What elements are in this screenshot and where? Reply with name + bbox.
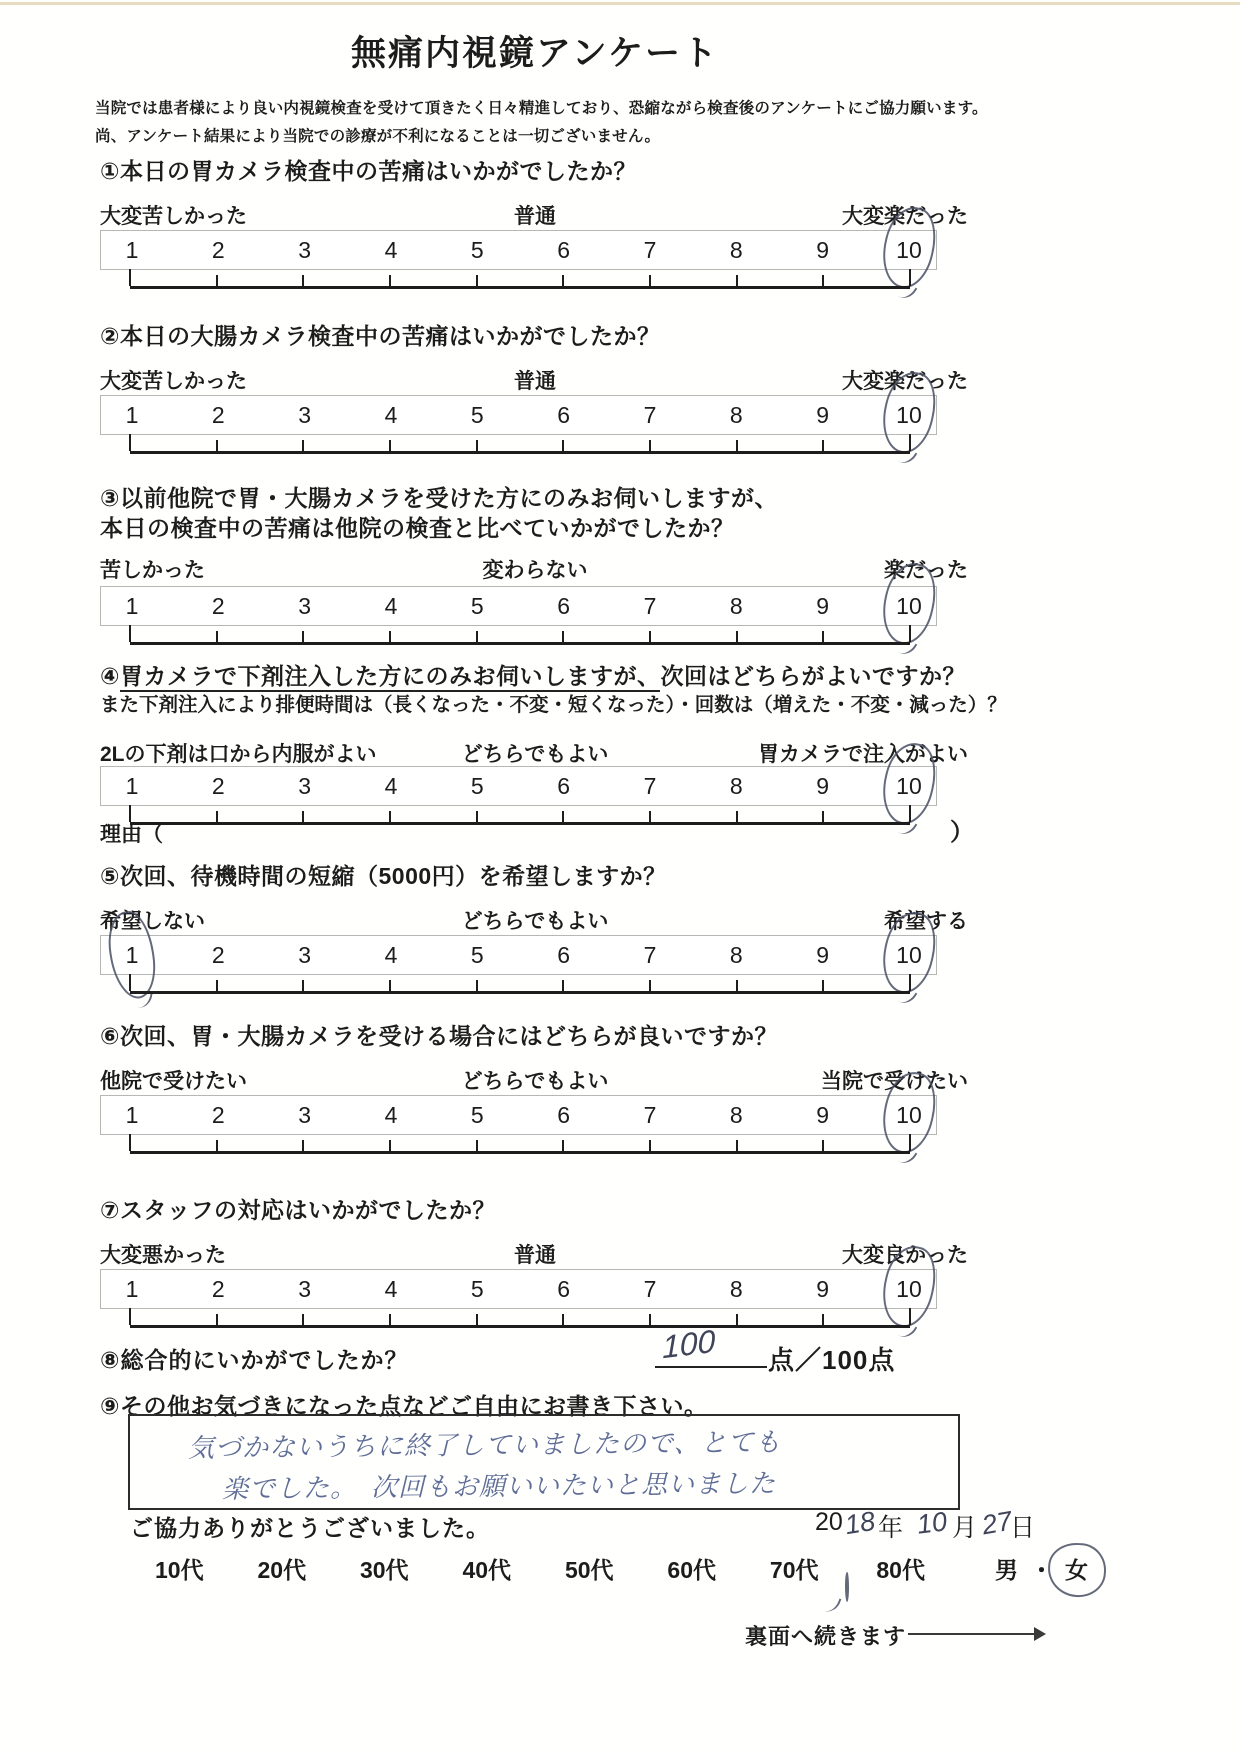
- question-3-title-line2: 本日の検査中の苦痛は他院の検査と比べていかがでしたか？: [100, 515, 735, 541]
- ruler-tick: [129, 625, 131, 642]
- anchor-left: 希望しない: [100, 910, 205, 933]
- scale-value-1[interactable]: 1: [115, 936, 149, 974]
- scale-value-3[interactable]: 3: [298, 237, 312, 263]
- score-write-in-line[interactable]: [655, 1366, 767, 1368]
- scale-value-8[interactable]: 8: [729, 1102, 743, 1128]
- scale-value-9[interactable]: 9: [816, 402, 830, 428]
- scale-ruler: [130, 973, 910, 994]
- ruler-tick: [476, 1314, 478, 1325]
- rating-scale: [100, 1095, 937, 1135]
- question-4-anchors: [100, 738, 968, 764]
- ruler-tick: [216, 1140, 218, 1151]
- handwritten-score: 100: [661, 1322, 716, 1366]
- ruler-tick: [649, 631, 651, 642]
- ruler-tick: [562, 1314, 564, 1325]
- ruler-tick: [129, 269, 131, 286]
- question-9-title: ⑨その他お気づきになった点などご自由にお書き下さい。: [100, 1393, 708, 1419]
- reason-write-in-area[interactable]: [170, 818, 940, 844]
- scale-value-6[interactable]: 6: [557, 1276, 571, 1302]
- question-4-title: ④胃カメラで下剤注入した方にのみお伺いしますが、次回はどちらがよいですか？: [100, 658, 966, 691]
- handwritten-month: 10: [915, 1506, 949, 1540]
- question-8-block: [100, 1322, 968, 1386]
- ruler-tick: [736, 1140, 738, 1151]
- question-6-title: ⑥次回、胃・大腸カメラを受ける場合にはどちらが良いですか？: [100, 1023, 778, 1049]
- anchor-right: 当院で受けたい: [821, 1070, 968, 1093]
- scale-value-10[interactable]: 10: [892, 1096, 926, 1134]
- anchor-middle: 変わらない: [482, 559, 588, 582]
- ruler-tick: [562, 631, 564, 642]
- scale-value-3[interactable]: 3: [298, 1102, 312, 1128]
- scale-value-4[interactable]: 4: [384, 1276, 398, 1302]
- scale-value-5[interactable]: 5: [470, 942, 484, 968]
- rating-scale: [100, 1269, 937, 1309]
- anchor-right: 大変楽だった: [842, 205, 968, 228]
- anchor-middle: 普通: [514, 370, 556, 393]
- scale-value-7[interactable]: 7: [643, 942, 657, 968]
- anchor-left: 他院で受けたい: [100, 1070, 247, 1093]
- ruler-tick: [822, 1140, 824, 1151]
- ruler-tick: [129, 974, 131, 991]
- scale-value-7[interactable]: 7: [643, 402, 657, 428]
- date-century: 20: [815, 1508, 843, 1536]
- ruler-tick: [476, 440, 478, 451]
- scale-value-2[interactable]: 2: [211, 1276, 225, 1302]
- question-3-anchors: [100, 554, 968, 580]
- scale-value-4[interactable]: 4: [384, 942, 398, 968]
- age-option-60代[interactable]: 60代: [667, 1557, 717, 1583]
- scale-value-4[interactable]: 4: [384, 402, 398, 428]
- anchor-left: 2Lの下剤は口から内服がよい: [100, 743, 377, 766]
- ruler-tick: [302, 980, 304, 991]
- anchor-left: 大変苦しかった: [100, 370, 247, 393]
- question-2-anchors: [100, 365, 968, 391]
- ruler-tick: [736, 631, 738, 642]
- question-1-anchors: [100, 200, 968, 226]
- gender-separator: ・: [1030, 1557, 1053, 1583]
- scale-value-2[interactable]: 2: [211, 773, 225, 799]
- scale-value-3[interactable]: 3: [298, 1276, 312, 1302]
- scale-value-7[interactable]: 7: [643, 773, 657, 799]
- scale-value-9[interactable]: 9: [816, 942, 830, 968]
- ruler-tick: [562, 1140, 564, 1151]
- scan-edge-artifact: [0, 2, 1240, 5]
- ruler-tick: [822, 1314, 824, 1325]
- ruler-tick: [909, 974, 911, 991]
- ruler-tick: [736, 275, 738, 286]
- rating-scale: [100, 935, 937, 975]
- age-options-row: [155, 1552, 925, 1585]
- ruler-tick: [216, 980, 218, 991]
- age-option-40代[interactable]: 40代: [462, 1557, 512, 1583]
- scale-value-8[interactable]: 8: [729, 942, 743, 968]
- scale-value-4[interactable]: 4: [384, 773, 398, 799]
- scale-value-8[interactable]: 8: [729, 1276, 743, 1302]
- continue-on-back-note: 裏面へ続きます: [745, 1624, 907, 1649]
- ruler-tick: [216, 1314, 218, 1325]
- ruler-tick: [736, 1314, 738, 1325]
- ruler-tick: [909, 434, 911, 451]
- ruler-tick: [302, 631, 304, 642]
- ruler-tick: [649, 1314, 651, 1325]
- ruler-tick: [476, 275, 478, 286]
- scale-value-1[interactable]: 1: [125, 773, 139, 799]
- scale-value-4[interactable]: 4: [384, 237, 398, 263]
- scale-value-10[interactable]: 10: [892, 396, 926, 434]
- scale-value-8[interactable]: 8: [729, 773, 743, 799]
- scale-value-2[interactable]: 2: [211, 942, 225, 968]
- ruler-tick: [649, 980, 651, 991]
- scale-value-8[interactable]: 8: [729, 402, 743, 428]
- ruler-tick: [302, 275, 304, 286]
- thanks-message: ご協力ありがとうございました。: [130, 1515, 490, 1541]
- gender-option-male[interactable]: 男: [995, 1557, 1018, 1583]
- handwritten-circle-mark: [1046, 1541, 1108, 1599]
- anchor-right: 大変楽だった: [842, 370, 968, 393]
- page-title: 無痛内視鏡アンケート: [351, 34, 719, 73]
- anchor-middle: 普通: [514, 205, 556, 228]
- ruler-tick: [129, 1308, 131, 1325]
- scale-value-6[interactable]: 6: [557, 773, 571, 799]
- scale-value-5[interactable]: 5: [470, 237, 484, 263]
- ruler-tick: [909, 625, 911, 642]
- scale-value-7[interactable]: 7: [643, 1276, 657, 1302]
- score-denominator: 点／100点: [768, 1345, 896, 1375]
- anchor-right: 胃カメラで注入がよい: [758, 743, 968, 766]
- question-7-title: ⑦スタッフの対応はいかがでしたか？: [100, 1197, 496, 1223]
- scale-value-1[interactable]: 1: [125, 1102, 139, 1128]
- ruler-tick: [129, 434, 131, 451]
- anchor-middle: どちらでもよい: [461, 743, 609, 766]
- ruler-tick: [302, 1140, 304, 1151]
- reason-label: 理由（: [100, 823, 163, 846]
- ruler-tick: [216, 440, 218, 451]
- scale-value-3[interactable]: 3: [298, 402, 312, 428]
- arrow-head-icon: [1034, 1627, 1046, 1641]
- scale-value-10[interactable]: 10: [892, 1270, 926, 1308]
- anchor-left: 大変苦しかった: [100, 205, 247, 228]
- question-2-number: ②: [100, 323, 120, 349]
- ruler-tick: [649, 440, 651, 451]
- handwritten-circle-mark: [845, 1572, 849, 1602]
- ruler-tick: [822, 980, 824, 991]
- scale-value-1[interactable]: 1: [125, 593, 139, 619]
- question-3-title: ③以前他院で胃・大腸カメラを受けた方にのみお伺いしますが、: [100, 485, 778, 511]
- question-3-number: ③: [100, 485, 120, 511]
- scale-value-5[interactable]: 5: [470, 1276, 484, 1302]
- date-line: [0, 1505, 1240, 1542]
- question-1-title: ①本日の胃カメラ検査中の苦痛はいかがでしたか？: [100, 158, 637, 184]
- reason-close-paren: ）: [950, 819, 974, 846]
- gender-options: [989, 1552, 1094, 1585]
- question-4-number: ④: [100, 663, 120, 689]
- anchor-right: 大変良かった: [842, 1244, 968, 1267]
- ruler-tick: [909, 269, 911, 286]
- scale-ruler: [130, 1133, 910, 1154]
- question-5-anchors: [100, 905, 968, 931]
- gender-option-female[interactable]: 女: [1065, 1557, 1088, 1583]
- scale-ruler: [130, 268, 910, 289]
- ruler-tick: [562, 440, 564, 451]
- ruler-tick: [389, 275, 391, 286]
- ruler-tick: [649, 275, 651, 286]
- scale-value-2[interactable]: 2: [211, 402, 225, 428]
- anchor-right: 楽だった: [884, 559, 968, 582]
- handwritten-year: 18: [842, 1505, 878, 1541]
- scale-value-6[interactable]: 6: [557, 402, 571, 428]
- age-option-20代[interactable]: 20代: [257, 1557, 307, 1583]
- scale-value-6[interactable]: 6: [557, 942, 571, 968]
- scale-ruler: [130, 433, 910, 454]
- scale-value-7[interactable]: 7: [643, 237, 657, 263]
- ruler-tick: [389, 1314, 391, 1325]
- anchor-middle: どちらでもよい: [461, 910, 609, 933]
- ruler-tick: [302, 440, 304, 451]
- anchor-left: 大変悪かった: [100, 1244, 226, 1267]
- scale-value-4[interactable]: 4: [384, 1102, 398, 1128]
- ruler-tick: [129, 1134, 131, 1151]
- scale-value-9[interactable]: 9: [816, 1276, 830, 1302]
- scale-value-6[interactable]: 6: [557, 1102, 571, 1128]
- anchor-middle: どちらでもよい: [461, 1070, 609, 1093]
- handwritten-day: 27: [979, 1505, 1015, 1541]
- scale-value-8[interactable]: 8: [729, 593, 743, 619]
- ruler-tick: [476, 631, 478, 642]
- intro-line-1: 当院では患者様により良い内視鏡検査を受けて頂きたく日々精進しており、恐縮ながら検査後のアンケートにご協力願います。: [95, 100, 988, 117]
- month-unit: 月: [952, 1514, 978, 1542]
- ruler-tick: [822, 440, 824, 451]
- rating-scale: [100, 766, 937, 806]
- question-5-title: ⑤次回、待機時間の短縮（5000円）を希望しますか？: [100, 863, 667, 889]
- scale-value-5[interactable]: 5: [470, 593, 484, 619]
- scale-value-7[interactable]: 7: [643, 593, 657, 619]
- question-4-subtitle: また下剤注入により排便時間は（長くなった・不変・短くなった）・回数は（増えた・不変・減った）？: [100, 694, 1007, 716]
- ruler-tick: [736, 980, 738, 991]
- ruler-tick: [476, 980, 478, 991]
- question-6-number: ⑥: [100, 1023, 120, 1049]
- ruler-tick: [822, 275, 824, 286]
- day-unit: 日: [1010, 1514, 1036, 1542]
- ruler-tick: [216, 275, 218, 286]
- age-option-80代[interactable]: 80代: [876, 1557, 925, 1583]
- rating-scale: [100, 395, 937, 435]
- ruler-tick: [822, 631, 824, 642]
- scale-value-9[interactable]: 9: [816, 1102, 830, 1128]
- question-1-number: ①: [100, 158, 120, 184]
- scale-value-6[interactable]: 6: [557, 593, 571, 619]
- question-9-number: ⑨: [100, 1393, 120, 1419]
- question-8-title: ⑧総合的にいかがでしたか？: [100, 1347, 409, 1373]
- rating-scale: [100, 230, 937, 270]
- scale-ruler: [130, 1307, 910, 1328]
- scale-value-3[interactable]: 3: [298, 773, 312, 799]
- age-option-70代[interactable]: 70代: [770, 1552, 823, 1585]
- scale-value-9[interactable]: 9: [816, 593, 830, 619]
- scale-value-10[interactable]: 10: [892, 767, 926, 805]
- free-comment-box[interactable]: [128, 1414, 960, 1510]
- ruler-tick: [389, 631, 391, 642]
- arrow-line: [908, 1633, 1036, 1635]
- scale-value-10[interactable]: 10: [892, 231, 926, 269]
- scale-value-2[interactable]: 2: [211, 593, 225, 619]
- scale-value-9[interactable]: 9: [816, 773, 830, 799]
- scale-value-4[interactable]: 4: [384, 593, 398, 619]
- age-option-50代[interactable]: 50代: [564, 1557, 614, 1583]
- scale-value-8[interactable]: 8: [729, 237, 743, 263]
- rating-scale: [100, 586, 937, 626]
- scale-value-5[interactable]: 5: [470, 402, 484, 428]
- question-8-number: ⑧: [100, 1347, 121, 1373]
- scale-value-1[interactable]: 1: [125, 1276, 139, 1302]
- scale-ruler: [130, 624, 910, 645]
- ruler-tick: [909, 1134, 911, 1151]
- handwritten-comment-line-1: 気づかないうちに終了していましたので、とても: [187, 1426, 782, 1464]
- age-option-10代[interactable]: 10代: [155, 1557, 204, 1583]
- question-7-number: ⑦: [100, 1197, 120, 1223]
- year-unit: 年: [878, 1514, 904, 1542]
- question-2-title: ②本日の大腸カメラ検査中の苦痛はいかがでしたか？: [100, 323, 661, 349]
- scale-value-1[interactable]: 1: [125, 402, 139, 428]
- anchor-left: 苦しかった: [100, 559, 205, 582]
- scale-value-10[interactable]: 10: [892, 936, 926, 974]
- anchor-right: 希望する: [884, 910, 968, 933]
- scale-value-1[interactable]: 1: [125, 237, 139, 263]
- ruler-tick: [302, 1314, 304, 1325]
- age-option-30代[interactable]: 30代: [359, 1557, 409, 1583]
- ruler-tick: [476, 1140, 478, 1151]
- ruler-tick: [649, 1140, 651, 1151]
- scale-value-5[interactable]: 5: [470, 773, 484, 799]
- scale-value-2[interactable]: 2: [211, 1102, 225, 1128]
- ruler-tick: [562, 275, 564, 286]
- ruler-tick: [389, 440, 391, 451]
- scale-value-5[interactable]: 5: [470, 1102, 484, 1128]
- ruler-tick: [736, 440, 738, 451]
- scale-value-2[interactable]: 2: [211, 237, 225, 263]
- intro-line-2: 尚、アンケート結果により当院での診療が不利になることは一切ございません。: [95, 128, 661, 145]
- question-4-underlined-text: 胃カメラで下剤注入した方にのみお伺いしますが、: [120, 663, 661, 692]
- ruler-tick: [562, 980, 564, 991]
- scale-value-10[interactable]: 10: [892, 587, 926, 625]
- ruler-tick: [389, 1140, 391, 1151]
- anchor-middle: 普通: [514, 1244, 556, 1267]
- handwritten-comment-line-2: 楽でした。 次回もお願いいたいと思いました: [221, 1468, 777, 1504]
- scale-value-7[interactable]: 7: [643, 1102, 657, 1128]
- scale-value-9[interactable]: 9: [816, 237, 830, 263]
- ruler-tick: [909, 1308, 911, 1325]
- question-7-anchors: [100, 1239, 968, 1265]
- scale-value-6[interactable]: 6: [557, 237, 571, 263]
- ruler-tick: [216, 631, 218, 642]
- question-5-number: ⑤: [100, 863, 120, 889]
- scale-value-3[interactable]: 3: [298, 942, 312, 968]
- ruler-tick: [389, 980, 391, 991]
- question-6-anchors: [100, 1065, 968, 1091]
- scale-value-3[interactable]: 3: [298, 593, 312, 619]
